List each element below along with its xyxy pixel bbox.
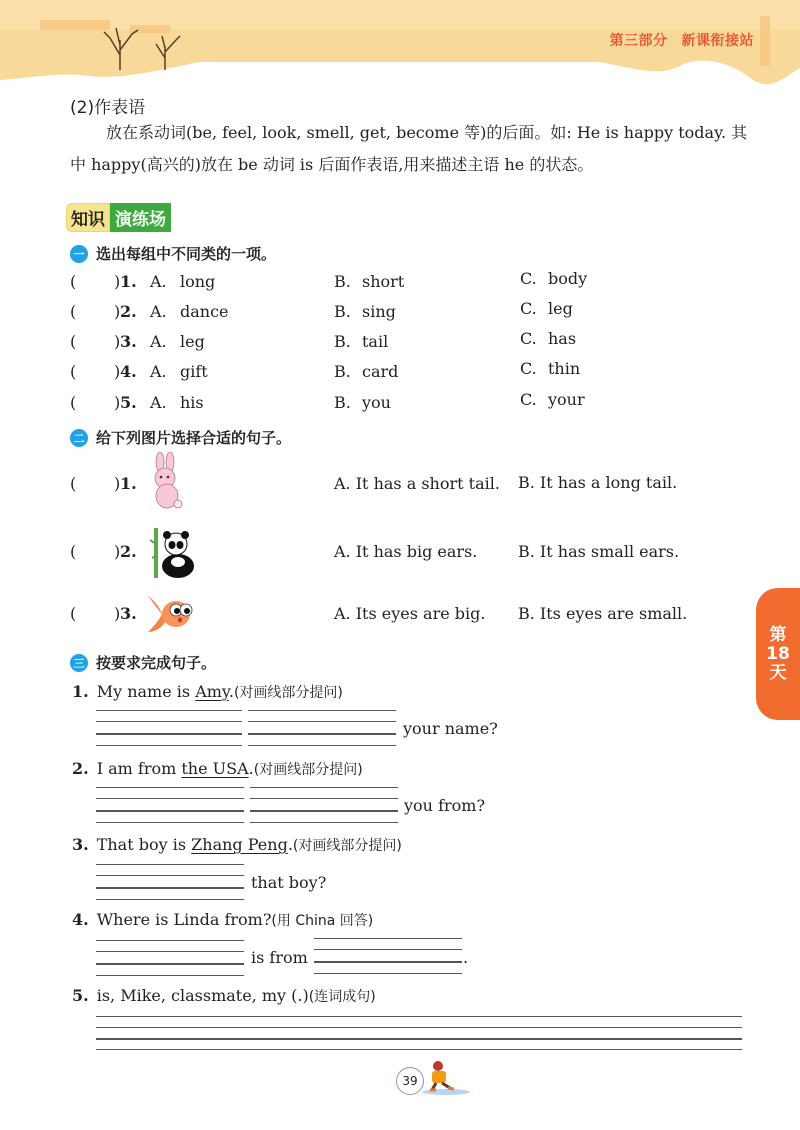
option-b: B. Its eyes are small. — [518, 604, 688, 623]
underlined-part: the USA — [181, 759, 249, 778]
section1-title: 选出每组中不同类的一项。 — [96, 245, 277, 263]
paren-close: ) — [114, 393, 121, 412]
answer-tail: that boy? — [251, 873, 327, 892]
banner-part2: 演练场 — [110, 203, 171, 232]
answer-blank[interactable]: ( — [70, 362, 77, 381]
header-title — [610, 30, 755, 50]
answer-blank[interactable]: ( — [70, 542, 77, 561]
question-number: 5. — [120, 393, 137, 412]
option-label: A. — [150, 362, 167, 381]
option-label: A. — [150, 302, 167, 321]
option-a: A. It has a short tail. — [334, 474, 500, 493]
question-number: 2. — [72, 759, 89, 778]
question-punct: . — [248, 759, 254, 778]
option-a: A. Its eyes are big. — [334, 604, 486, 623]
section-number-badge: 一 — [70, 245, 88, 263]
answer-blank[interactable]: ( — [70, 393, 77, 412]
option-label: A. — [150, 332, 167, 351]
option-b: B. It has small ears. — [518, 542, 680, 561]
rewrite-question — [72, 986, 376, 1006]
option-label: C. — [520, 269, 537, 288]
paren-close: ) — [114, 332, 121, 351]
option-a: gift — [180, 362, 208, 381]
page-number: 39 — [396, 1067, 424, 1095]
section2-title: 给下列图片选择合适的句子。 — [96, 429, 292, 447]
rabbit-image — [146, 452, 186, 510]
option-b: you — [362, 393, 391, 412]
option-a: A. It has big ears. — [334, 542, 478, 561]
section-label: 新课衔接站 — [681, 33, 754, 49]
option-c: has — [548, 329, 577, 348]
answer-tail: your name? — [403, 719, 498, 738]
underlined-part: Amy — [195, 682, 229, 701]
option-b: short — [362, 272, 405, 291]
mcq-row — [70, 329, 710, 360]
option-c: body — [548, 269, 588, 288]
question-number: 4. — [72, 910, 89, 929]
day-tab-line3: 天 — [769, 662, 787, 683]
option-label: C. — [520, 359, 537, 378]
skater-icon — [416, 1058, 476, 1098]
option-b: card — [362, 362, 399, 381]
day-tab — [756, 588, 800, 720]
option-label: B. — [334, 362, 351, 381]
panda-image — [146, 526, 198, 582]
goldfish-image — [146, 588, 194, 636]
question-text: Where is Linda from? — [96, 910, 272, 929]
part-label: 第三部分 — [609, 33, 668, 49]
option-label: C. — [520, 390, 537, 409]
option-a: his — [180, 393, 204, 412]
picture-question — [70, 452, 730, 512]
option-b: tail — [362, 332, 389, 351]
mcq-row — [70, 269, 710, 300]
picture-question — [70, 526, 730, 586]
option-label: B. — [334, 302, 351, 321]
day-tab-line1: 第 — [769, 624, 787, 645]
question-text: My name is — [96, 682, 196, 701]
paren-close: ) — [114, 362, 121, 381]
mcq-row — [70, 390, 710, 421]
question-number: 4. — [120, 362, 137, 381]
option-c: your — [548, 390, 585, 409]
underlined-part: Zhang Peng — [191, 835, 288, 854]
question-number: 3. — [120, 604, 137, 623]
option-label: A. — [150, 272, 167, 291]
instruction: (对画线部分提问) — [233, 685, 343, 701]
paren-close: ) — [114, 542, 121, 561]
paren-close: ) — [114, 302, 121, 321]
question-text: I am from — [96, 759, 182, 778]
grammar-paragraph: 放在系动词(be, feel, look, smell, get, become 等)的后面。如: He is happy today. 其中 happy(高兴的)放在 be 动词 is 后面作表语,用来描述主语 he 的状态。 — [70, 123, 748, 174]
question-punct: . — [287, 835, 293, 854]
picture-question — [70, 588, 730, 638]
question-text: That boy is — [96, 835, 192, 854]
section2-heading — [70, 427, 291, 448]
paren-close: ) — [114, 272, 121, 291]
option-label: B. — [334, 332, 351, 351]
paren-close: ) — [114, 474, 121, 493]
question-number: 3. — [72, 835, 89, 854]
answer-blank[interactable]: ( — [70, 332, 77, 351]
option-b: sing — [362, 302, 396, 321]
option-c: thin — [548, 359, 581, 378]
mcq-row — [70, 299, 710, 330]
answer-mid: is from — [251, 948, 308, 967]
answer-blank[interactable]: ( — [70, 604, 77, 623]
section-number-badge: 三 — [70, 654, 88, 672]
option-b: B. It has a long tail. — [518, 473, 678, 492]
answer-tail: you from? — [404, 796, 486, 815]
option-label: A. — [150, 393, 167, 412]
rewrite-question — [72, 682, 343, 702]
practice-banner — [66, 204, 171, 230]
option-a: leg — [180, 332, 205, 351]
grammar-subheading: (2)作表语 — [70, 98, 146, 118]
option-label: C. — [520, 299, 537, 318]
answer-end: . — [463, 948, 469, 967]
question-number: 3. — [120, 332, 137, 351]
option-label: C. — [520, 329, 537, 348]
section3-heading — [70, 652, 216, 673]
option-label: B. — [334, 272, 351, 291]
question-number: 2. — [120, 542, 137, 561]
page-header — [0, 0, 800, 90]
rewrite-question — [72, 759, 363, 779]
mcq-row — [70, 359, 710, 390]
section3-title: 按要求完成句子。 — [96, 654, 217, 672]
section1-heading — [70, 243, 276, 264]
paren-close: ) — [114, 604, 121, 623]
option-a: long — [180, 272, 216, 291]
instruction: (对画线部分提问) — [292, 838, 402, 854]
option-label: B. — [334, 393, 351, 412]
answer-blank[interactable]: ( — [70, 302, 77, 321]
question-number: 1. — [72, 682, 89, 701]
day-tab-number: 18 — [766, 643, 790, 664]
banner-part1: 知识 — [66, 203, 110, 232]
rewrite-question — [72, 835, 402, 855]
answer-blank[interactable]: ( — [70, 272, 77, 291]
question-number: 1. — [120, 272, 137, 291]
instruction: (对画线部分提问) — [253, 762, 363, 778]
question-number: 2. — [120, 302, 137, 321]
section-number-badge: 二 — [70, 429, 88, 447]
question-punct: . — [228, 682, 234, 701]
rewrite-question — [72, 910, 373, 930]
option-a: dance — [180, 302, 229, 321]
option-c: leg — [548, 299, 573, 318]
instruction: (连词成句) — [308, 989, 376, 1005]
question-number: 1. — [120, 474, 137, 493]
answer-blank[interactable]: ( — [70, 474, 77, 493]
instruction: (用 China 回答) — [271, 913, 374, 929]
question-number: 5. — [72, 986, 89, 1005]
question-text: is, Mike, classmate, my (.) — [96, 986, 309, 1005]
